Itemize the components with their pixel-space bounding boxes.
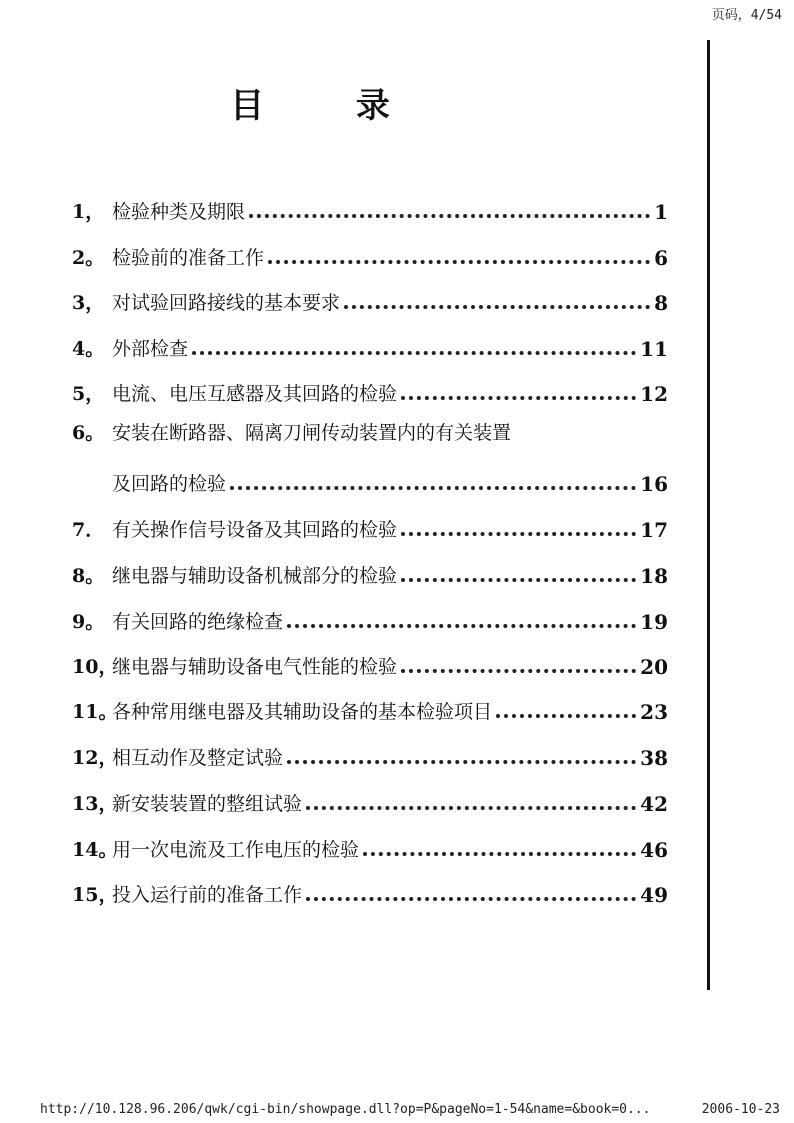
entry-page: 46 [640,838,668,862]
entry-title: 投入运行前的准备工作 [112,884,303,906]
entry-number: 10， [72,656,118,678]
toc-entry-10[interactable] [72,649,668,679]
toc-entry-7[interactable] [72,512,668,542]
entry-page: 11 [640,337,668,361]
dot-leader [496,714,636,718]
dot-leader [363,852,636,856]
dot-leader [268,260,650,264]
dot-leader [192,351,636,355]
entry-title: 检验前的准备工作 [112,247,265,269]
entry-number: 14。 [72,839,118,861]
toc-entry-3[interactable] [72,285,668,315]
entry-title: 有关回路的绝缘检查 [112,611,284,633]
entry-page: 20 [640,655,668,679]
entry-number: 3， [72,292,105,314]
entry-title: 新安装装置的整组试验 [112,793,303,815]
entry-title: 有关操作信号设备及其回路的检验 [112,519,398,541]
toc-entry-6-continued[interactable] [112,466,668,496]
entry-number: 6。 [72,422,105,444]
entry-title: 继电器与辅助设备机械部分的检验 [112,565,398,587]
entry-number: 7． [72,519,105,541]
entry-page: 23 [640,700,668,724]
toc-entry-13[interactable] [72,786,668,816]
entry-page: 42 [640,792,668,816]
toc-entry-8[interactable] [72,558,668,588]
entry-page: 18 [640,564,668,588]
entry-number: 5， [72,383,105,405]
entry-number: 13， [72,793,118,815]
entry-number: 8。 [72,565,105,587]
entry-page: 8 [654,291,668,315]
toc-entry-4[interactable] [72,331,668,361]
dot-leader [287,760,636,764]
entry-page: 19 [640,610,668,634]
entry-number: 2。 [72,247,105,269]
page-indicator: 页码，4/54 [711,8,782,23]
entry-page: 16 [640,472,668,496]
dot-leader [287,624,636,628]
toc-entry-2[interactable] [72,240,668,270]
entry-page: 12 [640,382,668,406]
entry-title: 外部检查 [112,338,189,360]
toc-title: 目 录 [230,86,430,126]
dot-leader [401,578,636,582]
entry-page: 1 [654,200,668,224]
entry-title: 对试验回路接线的基本要求 [112,292,341,314]
vertical-divider [707,40,710,990]
entry-title: 用一次电流及工作电压的检验 [112,839,360,861]
entry-title: 各种常用继电器及其辅助设备的基本检验项目 [112,701,493,723]
entry-page: 6 [654,246,668,270]
toc-entry-9[interactable] [72,604,668,634]
dot-leader [401,669,636,673]
entry-title-continued: 及回路的检验 [112,473,227,495]
dot-leader [306,897,636,901]
entry-number: 1， [72,201,105,223]
entry-page: 49 [640,883,668,907]
entry-title: 安装在断路器、隔离刀闸传动装置内的有关装置 [112,422,512,444]
dot-leader [401,532,636,536]
entry-page: 38 [640,746,668,770]
toc-entry-14[interactable] [72,832,668,862]
dot-leader [306,806,636,810]
entry-number: 11。 [72,701,118,723]
toc-entry-15[interactable] [72,877,668,907]
footer-url: http://10.128.96.206/qwk/cgi-bin/showpage.dll?op=P&pageNo=1-54&name=&book=0... [40,1102,651,1117]
entry-number: 12， [72,747,118,769]
entry-title: 电流、电压互感器及其回路的检验 [112,383,398,405]
entry-page: 17 [640,518,668,542]
page-footer [40,1102,780,1117]
entry-title: 继电器与辅助设备电气性能的检验 [112,656,398,678]
dot-leader [230,486,636,490]
entry-title: 检验种类及期限 [112,201,246,223]
toc-entry-1[interactable] [72,194,668,224]
dot-leader [249,214,650,218]
entry-number: 4。 [72,338,105,360]
dot-leader [401,396,636,400]
dot-leader [344,305,650,309]
toc-entry-12[interactable] [72,740,668,770]
entry-title: 相互动作及整定试验 [112,747,284,769]
footer-date: 2006-10-23 [701,1102,780,1117]
entry-number: 9。 [72,611,105,633]
toc-entry-11[interactable] [72,694,668,724]
toc-entry-5[interactable] [72,376,668,406]
toc-entry-6[interactable] [72,418,511,445]
entry-number: 15， [72,884,118,906]
